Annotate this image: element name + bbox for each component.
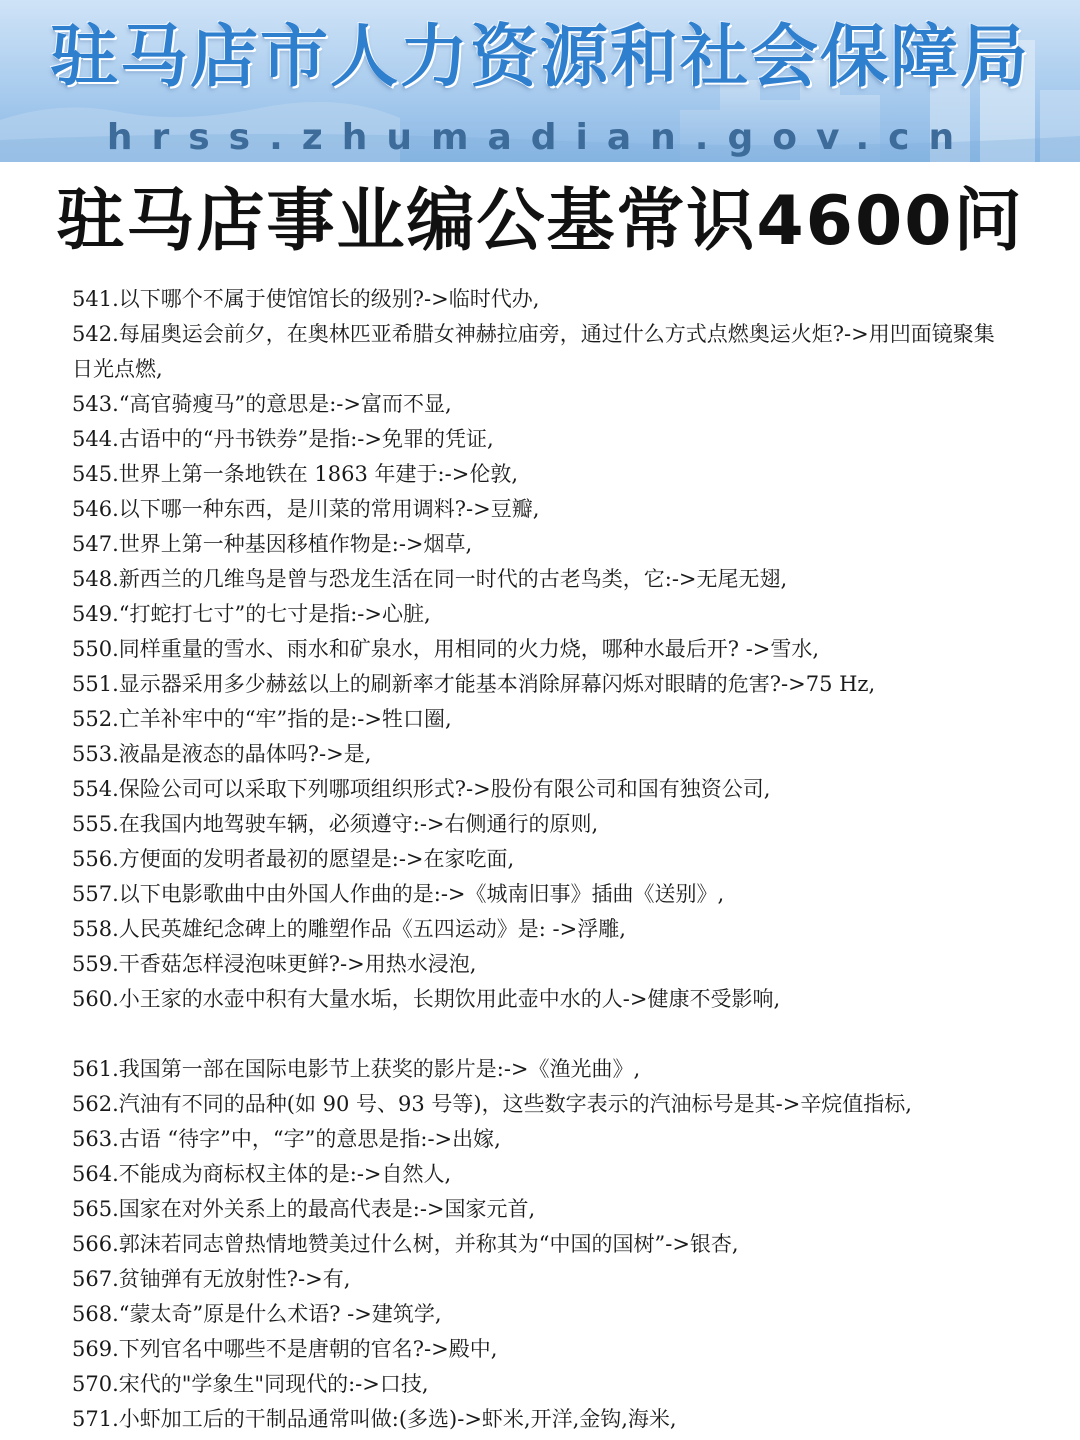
question-item: 552.亡羊补牢中的“牢”指的是:->牲口圈, <box>72 707 452 731</box>
question-item: 557.以下电影歌曲中由外国人作曲的是:->《城南旧事》插曲《送别》, <box>72 882 725 906</box>
question-item: 568.“蒙太奇”原是什么术语? ->建筑学, <box>72 1302 442 1326</box>
question-item: 555.在我国内地驾驶车辆，必须遵守:->右侧通行的原则, <box>72 812 599 836</box>
question-item: 559.干香菇怎样浸泡味更鲜?->用热水浸泡, <box>72 952 477 976</box>
question-item: 542.每届奥运会前夕，在奥林匹亚希腊女神赫拉庙旁，通过什么方式点燃奥运火炬?->用凹面镜聚集日光点燃, <box>72 322 995 381</box>
question-item: 545.世界上第一条地铁在 1863 年建于:->伦敦, <box>72 462 518 486</box>
question-item: 543.“高官骑瘦马”的意思是:->富而不显, <box>72 392 452 416</box>
question-item: 565.国家在对外关系上的最高代表是:->国家元首, <box>72 1197 536 1221</box>
question-item: 546.以下哪一种东西，是川菜的常用调料?->豆瓣, <box>72 497 540 521</box>
question-item: 567.贫铀弹有无放射性?->有, <box>72 1267 351 1291</box>
question-item: 570.宋代的"学象生"同现代的:->口技, <box>72 1372 429 1396</box>
website-url: hrss.zhumadian.gov.cn <box>106 117 974 158</box>
document-title: 驻马店事业编公基常识4600问 <box>56 182 1024 261</box>
organization-name: 驻马店市人力资源和社会保障局 <box>49 18 1030 97</box>
question-item: 563.古语 “待字”中，“字”的意思是指:->出嫁, <box>72 1127 501 1151</box>
question-item: 562.汽油有不同的品种(如 90 号、93 号等)，这些数字表示的汽油标号是其->辛烷值指标, <box>72 1092 912 1116</box>
question-item: 549.“打蛇打七寸”的七寸是指:->心脏, <box>72 602 431 626</box>
question-item: 550.同样重量的雪水、雨水和矿泉水，用相同的火力烧，哪种水最后开? ->雪水, <box>72 637 820 661</box>
question-item: 541.以下哪个不属于使馆馆长的级别?->临时代办, <box>72 287 540 311</box>
question-item: 558.人民英雄纪念碑上的雕塑作品《五四运动》是: ->浮雕, <box>72 917 626 941</box>
section-spacer <box>72 1017 1012 1052</box>
question-item: 569.下列官名中哪些不是唐朝的官名?->殿中, <box>72 1337 498 1361</box>
question-list <box>72 282 1012 1437</box>
question-item: 554.保险公司可以采取下列哪项组织形式?->股份有限公司和国有独资公司, <box>72 777 771 801</box>
header-banner <box>0 0 1080 162</box>
question-item: 560.小王家的水壶中积有大量水垢，长期饮用此壶中水的人->健康不受影响, <box>72 987 781 1011</box>
question-item: 548.新西兰的几维鸟是曾与恐龙生活在同一时代的古老鸟类，它:->无尾无翅, <box>72 567 788 591</box>
question-item: 561.我国第一部在国际电影节上获奖的影片是:->《渔光曲》, <box>72 1057 641 1081</box>
question-item: 551.显示器采用多少赫兹以上的刷新率才能基本消除屏幕闪烁对眼睛的危害?->75 Hz, <box>72 672 876 696</box>
question-item: 571.小虾加工后的干制品通常叫做:(多选)->虾米,开洋,金钩,海米, <box>72 1407 677 1431</box>
question-item: 564.不能成为商标权主体的是:->自然人, <box>72 1162 452 1186</box>
question-item: 553.液晶是液态的晶体吗?->是, <box>72 742 372 766</box>
question-item: 547.世界上第一种基因移植作物是:->烟草, <box>72 532 473 556</box>
question-item: 566.郭沫若同志曾热情地赞美过什么树，并称其为“中国的国树”->银杏, <box>72 1232 739 1256</box>
question-item: 556.方便面的发明者最初的愿望是:->在家吃面, <box>72 847 515 871</box>
question-item: 544.古语中的“丹书铁券”是指:->免罪的凭证, <box>72 427 494 451</box>
